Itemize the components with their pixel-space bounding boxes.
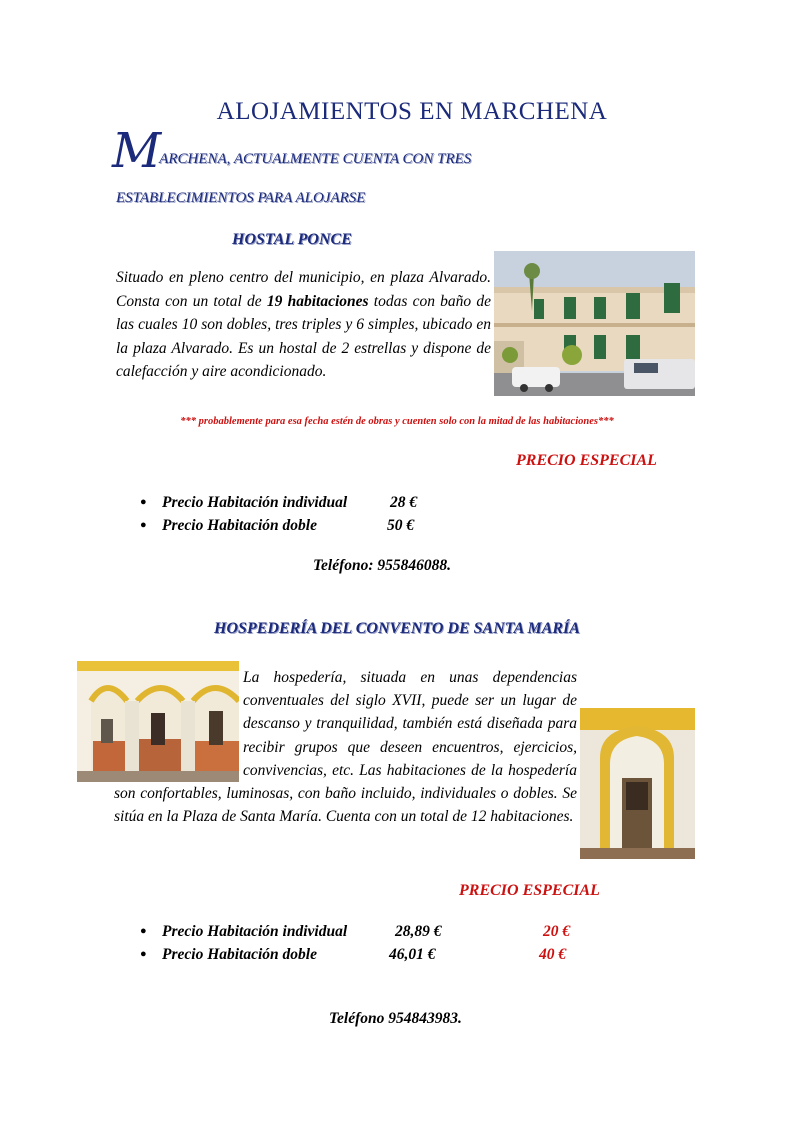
hospederia-heading: HOSPEDERÍA DEL CONVENTO DE SANTA MARÍA <box>214 620 580 637</box>
price-value: 46,01 € <box>389 946 436 963</box>
price-label: Precio Habitación doble <box>162 946 317 963</box>
hostal-price-row <box>140 517 640 539</box>
bullet-icon: ● <box>140 519 147 531</box>
price-label: Precio Habitación individual <box>162 494 348 511</box>
intro-line-2: ESTABLECIMIENTOS PARA ALOJARSE <box>116 190 366 206</box>
drop-cap: M <box>112 123 162 179</box>
hostal-heading: HOSTAL PONCE <box>232 231 352 248</box>
page-title: ALOJAMIENTOS EN MARCHENA <box>216 98 608 125</box>
price-label: Precio Habitación individual <box>162 923 348 940</box>
price-value: 28 € <box>390 494 418 511</box>
hostal-phone: Teléfono: 955846088. <box>313 557 452 574</box>
hostal-rooms-count: 19 habitaciones <box>266 292 369 310</box>
bullet-icon: ● <box>140 948 147 960</box>
renovation-note: *** probablemente para esa fecha estén de obras y cuenten solo con la mitad de las habitaciones*** <box>180 416 614 427</box>
hostal-price-heading: PRECIO ESPECIAL <box>516 452 657 469</box>
price-value: 50 € <box>387 517 415 534</box>
hostal-desc-part-1: Situado en pleno centro del municipio, en plaza Alvarado. Consta con un total de <box>116 269 491 310</box>
hospederia-price-row <box>140 946 640 968</box>
intro-text-1: ARCHENA, ACTUALMENTE CUENTA CON TRES <box>159 151 472 167</box>
hospederia-desc-text: La hospedería, situada en unas dependencias conventuales del siglo XVII, puede ser un lugar de descanso y tranquilidad, también está diseñada para recibir grupos que deseen encuentros, ejercicios, convivencias, etc. Las habitaciones de la hospedería son confortables, luminosas, con baño incluido, individuales o dobles. Se sitúa en la Plaza de Santa María. Cuenta con un total de 12 habitaciones. <box>114 669 577 826</box>
special-price-value: 40 € <box>539 946 567 963</box>
price-label: Precio Habitación doble <box>162 517 317 534</box>
hospederia-description <box>0 666 794 856</box>
hospederia-phone: Teléfono 954843983. <box>329 1010 462 1027</box>
intro-line-1 <box>112 123 472 179</box>
hospederia-price-row <box>140 923 640 945</box>
hostal-price-row <box>140 494 640 516</box>
special-price-value: 20 € <box>543 923 571 940</box>
hospederia-price-heading: PRECIO ESPECIAL <box>459 882 600 899</box>
bullet-icon: ● <box>140 496 147 508</box>
hostal-photo <box>494 251 695 396</box>
price-value: 28,89 € <box>395 923 442 940</box>
bullet-icon: ● <box>140 925 147 937</box>
hostal-description <box>116 266 491 384</box>
hostal-desc-part-2: todas con baño de las cuales 10 son dobles, tres triples y 6 simples, ubicado en la plaza Alvarado. Es un hostal de 2 estrellas y dispone de calefacción y aire acondicionado. <box>116 292 492 381</box>
